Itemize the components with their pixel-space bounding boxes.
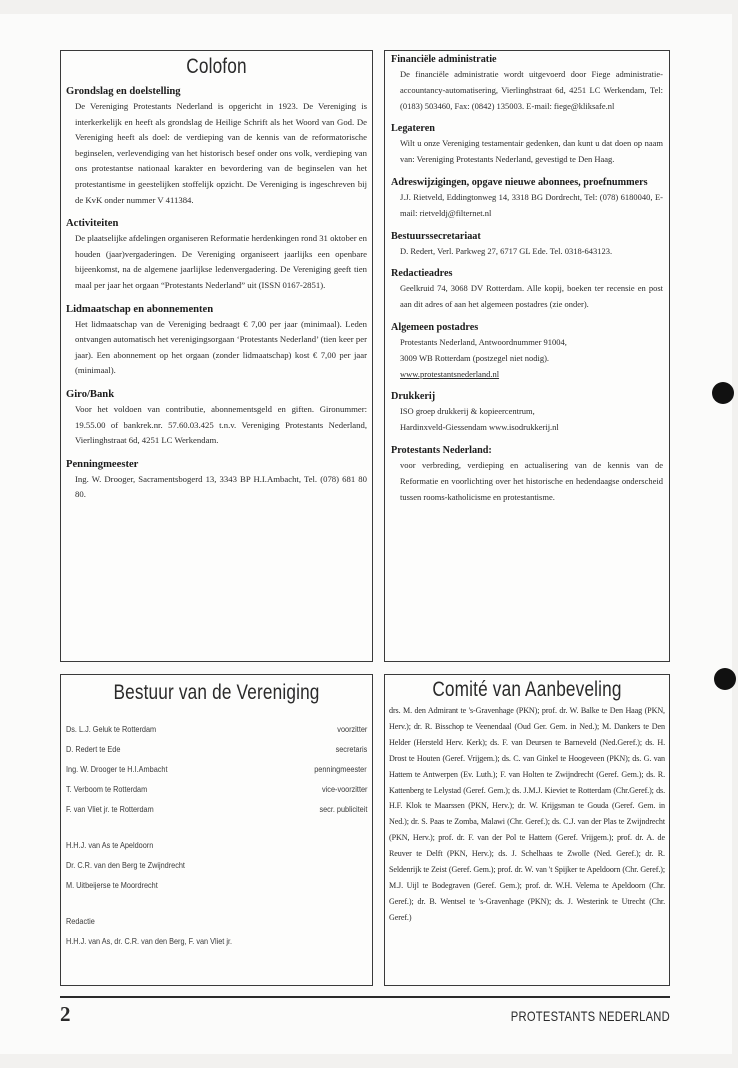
section-text: Het lidmaatschap van de Vereniging bedraagt € 7,00 per jaar (minimaal). Leden ontvangen automatisch het verenigingsorgaan ‘Protestants Nederland’ (tien keer per jaar). Een abonnement op het orgaan (zonder lidmaatschap) kost € 7,00 per jaar (minimaal). bbox=[75, 318, 367, 376]
member-role: penningmeester bbox=[314, 764, 367, 774]
bestuur-box bbox=[60, 674, 373, 986]
section-title: Grondslag en doelstelling bbox=[66, 86, 181, 97]
section-text: voor verbreding, verdieping en actualisering van de kennis van de Reformatie en voorlichting over het historische en hedendaagse onderscheid tussen rooms-katholicisme en protestantisme. bbox=[400, 459, 663, 502]
section-text: De Vereniging Protestants Nederland is opgericht in 1923. De Vereniging is interkerkelijk en heeft als grondslag de Heilige Schrift als het Woord van God. De Vereniging heeft als doel: de verdieping van de kennis van de reformatorische beginselen, verlevendiging van het historisch besef onder ons volk, verdieping van ons protestantse nationaal karakter en bevordering van de beginselen van het protestantisme in geestelijken stoffelijk opzicht. De Vereniging is ingeschreven bij de KvK onder nummer V 411384. bbox=[75, 101, 367, 205]
section-title: Activiteiten bbox=[66, 218, 119, 230]
redactie-label: Redactie bbox=[66, 916, 95, 926]
section-title: Giro/Bank bbox=[66, 388, 115, 400]
member-role: secr. publiciteit bbox=[319, 804, 367, 814]
redactie-members: H.H.J. van As, dr. C.R. van den Berg, F. van Vliet jr. bbox=[66, 936, 233, 946]
board-member-row bbox=[66, 759, 367, 779]
section-text: De financiële administratie wordt uitgevoerd door Fiege administratie-accountancy-automatisering, Vierlinghstraat 6d, 4251 LC Werkendam, Tel: (0183) 503460, Fax: (0842) 135003. E-mail: fiege@kliksafe.nl bbox=[400, 69, 663, 111]
postal-address bbox=[400, 335, 663, 382]
section-text: Voor het voldoen van contributie, abonnementsgeld en giften. Gironummer: 19.55.00 of bankrek.nr. 57.60.03.425 t.n.v. Vereniging Protestants Nederland, Vierlinghstraat 6d, 4251 LC Werkendam. bbox=[75, 403, 367, 446]
section-title: Penningmeester bbox=[66, 458, 139, 470]
section-text: J.J. Rietveld, Eddingtonweg 14, 3318 BG Dordrecht, Tel: (078) 6180040, E-mail: rietveldj@filternet.nl bbox=[400, 191, 663, 218]
section-title: Redactieadres bbox=[391, 268, 453, 280]
comite-box bbox=[384, 674, 670, 986]
printer-line-2: Hardinxveld-Giessendam www.isodrukkerij.nl bbox=[400, 422, 559, 433]
board-list bbox=[66, 719, 367, 819]
member-role: vice-voorzitter bbox=[321, 784, 367, 794]
page-number: 2 bbox=[60, 1002, 71, 1026]
section-title: Lidmaatschap en abonnementen bbox=[66, 303, 214, 315]
section-title: Bestuurssecretariaat bbox=[391, 230, 481, 242]
colofon-box bbox=[60, 50, 373, 662]
printer-address bbox=[400, 404, 663, 436]
footer-rule bbox=[60, 996, 670, 998]
colofon-title: Colofon bbox=[186, 55, 247, 78]
comite-title: Comité van Aanbeveling bbox=[432, 678, 622, 701]
member-role: secretaris bbox=[335, 744, 367, 754]
section-title: Financiële administratie bbox=[391, 54, 497, 65]
administration-box bbox=[384, 50, 670, 662]
board-member-line: Dr. C.R. van den Berg te Zwijndrecht bbox=[66, 860, 185, 870]
printer-line-1: ISO groep drukkerij & kopieercentrum, bbox=[400, 406, 535, 417]
board-member-line: H.H.J. van As te Apeldoorn bbox=[66, 840, 154, 850]
website-link[interactable]: www.protestantsnederland.nl bbox=[400, 368, 500, 379]
member-name: T. Verboom te Rotterdam bbox=[66, 784, 148, 794]
member-name: F. van Vliet jr. te Rotterdam bbox=[66, 804, 154, 814]
board-member-row bbox=[66, 719, 367, 739]
board-member-row bbox=[66, 739, 367, 759]
section-title: Protestants Nederland: bbox=[391, 444, 492, 456]
postal-line-1: Protestants Nederland, Antwoordnummer 91004, bbox=[400, 336, 567, 347]
postal-line-2: 3009 WB Rotterdam (postzegel niet nodig). bbox=[400, 352, 550, 363]
running-head: PROTESTANTS NEDERLAND bbox=[510, 1008, 670, 1024]
section-title: Drukkerij bbox=[391, 391, 436, 403]
punch-hole bbox=[712, 382, 734, 404]
punch-hole bbox=[714, 668, 736, 690]
board-member-row bbox=[66, 779, 367, 799]
member-name: D. Redert te Ede bbox=[66, 744, 121, 754]
section-title: Legateren bbox=[391, 123, 435, 135]
section-title: Adreswijzigingen, opgave nieuwe abonnees, proefnummers bbox=[391, 176, 648, 188]
comite-text: drs. M. den Admirant te 's-Gravenhage (PKN); prof. dr. W. Balke te Den Haag (PKN, Herv.); dr. R. Bisschop te Veenendaal (Oud Ger. Gem. in Ned.); M. Dankers te Den Helder (Hersteld Herv. Kerk); ds. F. van Deursen te Barneveld (Ned.Geref.); ds. H. Drost te Houten (Geref. Vrijgem.); ds. C. van Ginkel te Hoogeveen (PKN); ds. G. van Hattem te Antwerpen (Ev. Luth.); F. van Holten te Zwijndrecht (Geref. Gem.); ds. R. Kattenberg te Lelystad (Geref. Gem.); ds. J.M.J. Kieviet te Rotterdam (Chr.Geref.); ds. H.F. Klok te Maarssen (PKN, Herv.); dr. W. Krijgsman te Gouda (Geref. Gem. in Ned.); dr. S. Paas te Zomba, Malawi (Chr. Geref.); ds. C.J. van der Plas te Zwijndrecht (PKN, Herv.); prof. dr. F. van der Pol te Hattem (Geref. Vrijgem.); prof. dr. A. de Reuver te Delft (PKN, Herv.); ds. J. Schelhaas te Zwolle (Ned. Geref.); dr. R. Seldenrijk te Zeist (Geref. Gem.); prof. dr. W. van 't Spijker te Apeldoorn (Chr. Geref.); M.J. Uijl te Bodegraven (Geref. Gem.); prof. dr. W.H. Velema te Apeldoorn (Chr. Geref.); dr. B. Wentsel te 's-Gravenhage (PKN); ds. J. Westerink te Utrecht (Chr. Geref.) bbox=[389, 706, 665, 922]
member-name: Ds. L.J. Geluk te Rotterdam bbox=[66, 724, 157, 734]
section-title: Algemeen postadres bbox=[391, 321, 479, 333]
section-text: Ing. W. Drooger, Sacramentsbogerd 13, 3343 BP H.I.Ambacht, Tel. (078) 681 80 80. bbox=[75, 473, 367, 500]
board-member-line: M. Uitbeijerse te Moordrecht bbox=[66, 880, 158, 890]
section-text: Geelkruid 74, 3068 DV Rotterdam. Alle kopij, boeken ter recensie en post aan dit adres of aan het algemeen postadres (zie onder). bbox=[400, 283, 663, 310]
member-name: Ing. W. Drooger te H.I.Ambacht bbox=[66, 764, 168, 774]
section-text: Wilt u onze Vereniging testamentair gedenken, dan kunt u dat doen op naam van: Vereniging Protestants Nederland, gevestigd te Den Haag. bbox=[400, 138, 663, 165]
board-member-row bbox=[66, 799, 367, 819]
bestuur-title: Bestuur van de Vereniging bbox=[113, 681, 320, 704]
section-text: D. Redert, Verl. Parkweg 27, 6717 GL Ede. Tel. 0318-643123. bbox=[400, 245, 613, 256]
section-text: De plaatselijke afdelingen organiseren Reformatie herdenkingen rond 31 oktober en houden (jaar)vergaderingen. De Vereniging organiseert jaarlijks een openbare bijeenkomst, na de algemene jaarlijkse ledenvergadering. De Vereniging geeft tien maal per jaar het orgaan “Protestants Nederland” uit (ISSN 0167-2851). bbox=[75, 233, 367, 290]
member-role: voorzitter bbox=[336, 724, 367, 734]
